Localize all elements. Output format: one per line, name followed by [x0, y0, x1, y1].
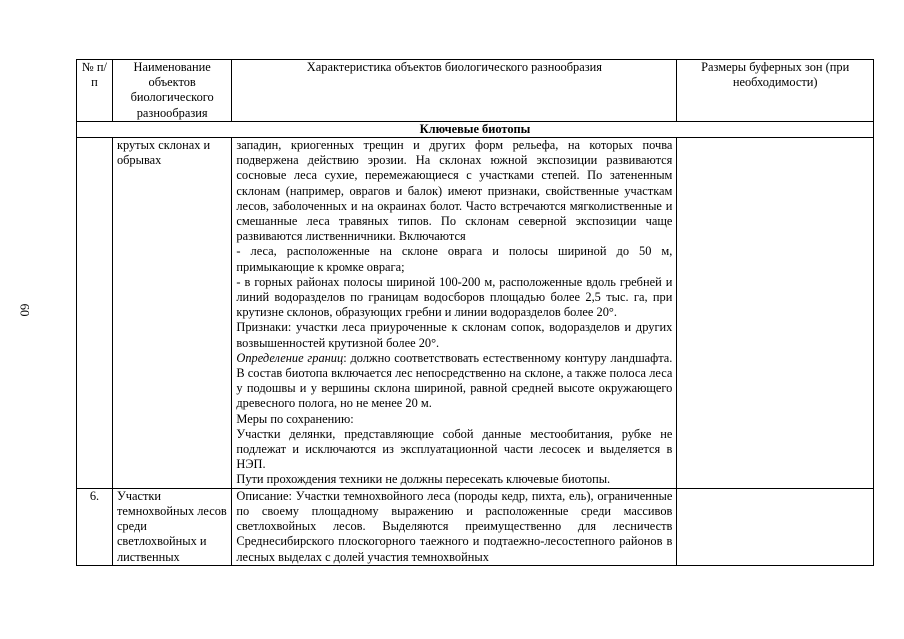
- row1-paragraph: Пути прохождения техники не должны пересекать ключевые биотопы.: [236, 472, 611, 487]
- row1-paragraph: Меры по сохранению:: [236, 411, 354, 426]
- biodiversity-table: [76, 59, 874, 566]
- row1-name: крутых склонах и обрывах: [112, 138, 231, 489]
- row1-characteristic: [232, 138, 677, 489]
- table-row: [77, 488, 874, 565]
- row1-buffer: [677, 138, 874, 489]
- row2-characteristic: Описание: Участки темнохвойного леса (породы кедр, пихта, ель), ограниченные по своему площадному выражению и расположенные среди массивов светлохвойных лесов. Выделяются преимущественно для лесничеств Среднесибирского плоскогорного таежного и подтаежно-лесостепного районов в лесных выделах с долей участия темнохвойных: [232, 488, 677, 565]
- header-name: Наименование объектов биологического разнообразия: [112, 60, 231, 122]
- row1-paragraph: Участки делянки, представляющие собой данные местообитания, рубке не подлежат и исключаются из эксплуатационной части лесосек и выделяется в НЭП.: [236, 426, 673, 472]
- boundary-label: Определение границ: [236, 350, 344, 365]
- header-buffer-zone: Размеры буферных зон (при необходимости): [677, 60, 874, 122]
- row2-buffer: [677, 488, 874, 565]
- section-title: Ключевые биотопы: [77, 121, 874, 137]
- page-number: 60: [17, 303, 33, 317]
- section-row: [77, 121, 874, 137]
- row1-paragraph: - леса, расположенные на склоне оврага и полосы шириной до 50 м, примыкающие к кромке оврага;: [236, 244, 673, 274]
- row1-paragraph: - в горных районах полосы шириной 100-200 м, расположенные вдоль гребней и линий водоразделов по границам водосборов площадью более 2,5 тыс. га, при крутизне склонов, образующих гребни и линии водоразделов более 20°.: [236, 274, 673, 320]
- row2-num: 6.: [77, 488, 113, 565]
- row1-paragraph: Признаки: участки леса приуроченные к склонам сопок, водоразделов и других возвышенностей крутизной более 20°.: [236, 320, 673, 350]
- row1-paragraph: западин, криогенных трещин и других форм рельефа, на которых почва подвержена действию эрозии. На склонах южной экспозиции развиваются сосновые леса сухие, перемежающиеся с участками степей. По затененным склонам (например, оврагов и балок) имеют признаки, свойственные участкам лесов, заболоченных и на окраинах болот. Часто встречаются мягколиственные и смешанные леса травяных типов. По склонам северной экспозиции чаще развиваются лиственничники. Включаются: [236, 138, 673, 244]
- header-num: № п/п: [77, 60, 113, 122]
- header-characteristic: Характеристика объектов биологического разнообразия: [232, 60, 677, 122]
- boundary-text: : должно соответствовать естественному контуру ландшафта. В состав биотопа включается лес непосредственно на склоне, а также полоса леса у подошвы и у вершины склона шириной, равной средней высоте окружающего древесного полога, но не менее 20 м.: [236, 350, 673, 411]
- row1-num: [77, 138, 113, 489]
- table-header-row: [77, 60, 874, 122]
- table-row: [77, 138, 874, 489]
- row2-name: Участки темнохвойных лесов среди светлохвойных и лиственных: [112, 488, 231, 565]
- row1-paragraph: [236, 351, 672, 412]
